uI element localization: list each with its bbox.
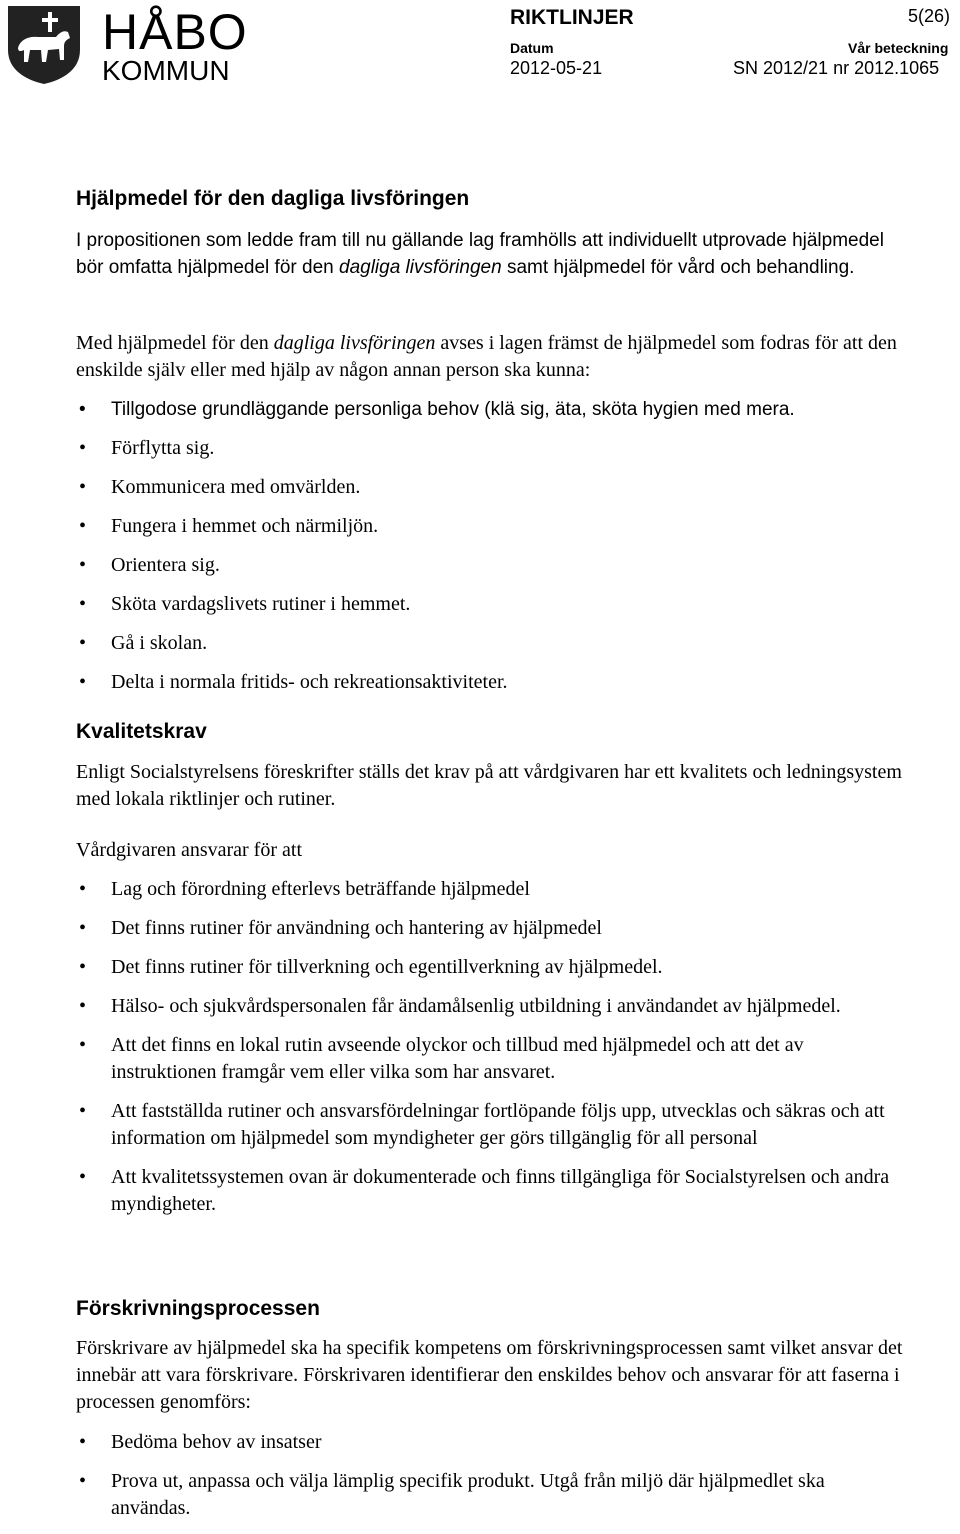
- list-item: [76, 1032, 946, 1086]
- bullet-icon: •: [79, 1034, 87, 1056]
- list-item: [76, 591, 946, 618]
- bullet-icon: •: [79, 476, 87, 498]
- bullet-icon: •: [79, 995, 87, 1017]
- bullet-icon: •: [79, 1431, 87, 1453]
- bullet-icon: •: [79, 878, 87, 900]
- paragraph-text: I propositionen som ledde fram till nu gällande lag framhölls att individuellt utprovade hjälpmedel bör omfatta hjälpmedel för den: [76, 230, 884, 278]
- daily-living-list: [76, 396, 946, 708]
- list-item-text: Kommunicera med omvärlden.: [111, 476, 361, 498]
- coat-of-arms-icon: [4, 2, 84, 86]
- paragraph-daily-living-definition: [76, 330, 916, 384]
- document-type: RIKTLINJER: [510, 6, 634, 29]
- list-item: [76, 1429, 836, 1456]
- list-item: [76, 513, 946, 540]
- paragraph-proposition: [76, 227, 916, 281]
- paragraph-prescriber-competence: Förskrivare av hjälpmedel ska ha specifik kompetens om förskrivningsprocessen samt vilket ansvar det innebär att vara förskrivare. Förskrivaren identifierar den enskildes behov och ansvarar för att faserna i processen genomförs:: [76, 1337, 903, 1413]
- paragraph-quality-regulations: Enligt Socialstyrelsens föreskrifter ställs det krav på att vårdgivaren har ett kvalitets och ledningsystem med lokala riktlinjer och rutiner.: [76, 761, 902, 810]
- bullet-icon: •: [79, 1100, 87, 1122]
- bullet-icon: •: [79, 671, 87, 693]
- list-item-text: Tillgodose grundläggande personliga behov (klä sig, äta, sköta hygien med mera.: [111, 399, 795, 420]
- list-item-text: Bedöma behov av insatser: [111, 1431, 322, 1453]
- section-heading-quality-requirements: Kvalitetskrav: [76, 720, 207, 743]
- logo-subtitle: KOMMUN: [102, 55, 230, 86]
- bullet-icon: •: [79, 917, 87, 939]
- list-item-text: Det finns rutiner för användning och hantering av hjälpmedel: [111, 917, 602, 939]
- bullet-icon: •: [79, 399, 86, 420]
- list-item-text: Delta i normala fritids- och rekreationsaktiviteter.: [111, 671, 508, 693]
- reference-label: Vår beteckning: [848, 40, 949, 56]
- list-item-text: Gå i skolan.: [111, 632, 208, 654]
- bullet-icon: •: [79, 956, 87, 978]
- list-item: [76, 1468, 836, 1522]
- logo-wordmark: HÅBO: [102, 4, 248, 60]
- bullet-icon: •: [79, 554, 87, 576]
- list-item: [76, 876, 946, 903]
- bullet-icon: •: [79, 1470, 87, 1492]
- list-item: [76, 396, 946, 423]
- list-item-text: Fungera i hemmet och närmiljön.: [111, 515, 379, 537]
- list-item: [76, 1098, 946, 1152]
- date-value: 2012-05-21: [510, 58, 603, 78]
- bullet-icon: •: [79, 1166, 87, 1188]
- prescription-phase-list: [76, 1429, 836, 1534]
- bullet-icon: •: [79, 437, 87, 459]
- reference-value: SN 2012/21 nr 2012.1065: [733, 58, 940, 78]
- list-item-text: Prova ut, anpassa och välja lämplig specifik produkt. Utgå från miljö där hjälpmedlet ska användas.: [111, 1470, 825, 1519]
- section-heading-prescription-process: Förskrivningsprocessen: [76, 1297, 320, 1320]
- paragraph-care-provider-responsible: Vårdgivaren ansvarar för att: [76, 839, 302, 861]
- list-item-text: Orientera sig.: [111, 554, 220, 576]
- date-label: Datum: [510, 40, 554, 56]
- list-item: [76, 993, 946, 1020]
- paragraph-text: samt hjälpmedel för vård och behandling.: [501, 257, 855, 278]
- section-heading-daily-living: Hjälpmedel för den dagliga livsföringen: [76, 187, 470, 210]
- list-item-text: Hälso- och sjukvårdspersonalen får ändamålsenlig utbildning i användandet av hjälpmedel.: [111, 995, 841, 1017]
- paragraph-text: Med hjälpmedel för den: [76, 332, 274, 354]
- bullet-icon: •: [79, 632, 87, 654]
- paragraph-text: avses i lagen främst de hjälpmedel som fodras för att den enskilde själv eller med hjälp av någon annan person ska kunna:: [76, 332, 897, 381]
- list-item-text: Förflytta sig.: [111, 437, 215, 459]
- emphasis-text: dagliga livsföringen: [339, 257, 502, 278]
- list-item: [76, 474, 946, 501]
- emphasis-text: dagliga livsföringen: [273, 332, 436, 354]
- list-item-text: Att fastställda rutiner och ansvarsfördelningar fortlöpande följs upp, utvecklas och säkras och att information om hjälpmedel som myndigheter ger görs tillgänglig för all personal: [111, 1100, 885, 1149]
- care-provider-responsibility-list: [76, 876, 946, 1230]
- list-item-text: Det finns rutiner för tillverkning och egentillverkning av hjälpmedel.: [111, 956, 663, 978]
- list-item: [76, 552, 946, 579]
- bullet-icon: •: [79, 515, 87, 537]
- habo-kommun-logo: [4, 2, 248, 86]
- list-item: [76, 954, 946, 981]
- bullet-icon: •: [79, 593, 87, 615]
- list-item-text: Att det finns en lokal rutin avseende olyckor och tillbud med hjälpmedel och att det av instruktionen framgår vem eller vilka som har ansvaret.: [111, 1034, 804, 1083]
- page-number: 5(26): [908, 6, 951, 26]
- list-item-text: Sköta vardagslivets rutiner i hemmet.: [111, 593, 411, 615]
- list-item-text: Att kvalitetssystemen ovan är dokumenterade och finns tillgängliga för Socialstyrelsen och andra myndigheter.: [111, 1166, 890, 1215]
- list-item: [76, 915, 946, 942]
- list-item: [76, 669, 946, 696]
- list-item: [76, 630, 946, 657]
- list-item-text: Lag och förordning efterlevs beträffande hjälpmedel: [111, 878, 530, 900]
- list-item: [76, 435, 946, 462]
- list-item: [76, 1164, 946, 1218]
